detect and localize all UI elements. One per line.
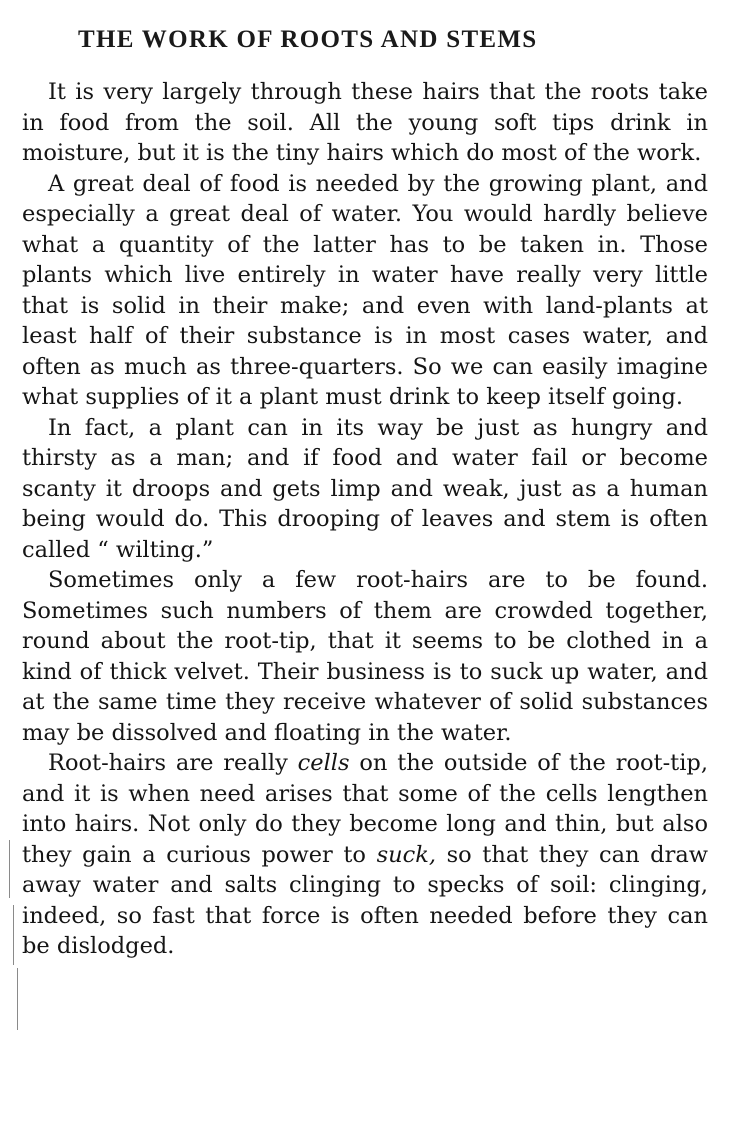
emphasis-cells: cells [297,750,350,776]
margin-mark-2 [13,905,14,965]
paragraph-4: Sometimes only a few root-hairs are to be found. Sometimes such numbers of them are crowded together, round about the root-tip, that it seems to be clothed in a kind of thick velvet. Their business is to suck up water, and at the same time they receive whatever of solid substances may be dissolved and floating in the water. [22,567,708,746]
paragraph-5-text-a: Root-hairs are really [48,750,298,776]
paragraph-5-text-b: on the outside of the root-tip, and it is when need arises that some of the cells lengthen into hairs. Not only do they become long and thin, but also they gain a curious power to [22,750,708,868]
paragraph-1: It is very largely through these hairs that the roots take in food from the soil. All the young soft tips drink in moisture, but it is the tiny hairs which do most of the work. [22,79,708,166]
emphasis-suck: suck, [376,841,437,868]
running-head: THE WORK OF ROOTS AND STEMS [78,26,538,53]
margin-mark-1 [9,840,10,898]
paragraph-5-text-c: so that they can draw away water and salts clinging to specks of soil: clinging, indeed, so fast that force is often needed before they can be dislodged. [22,841,708,959]
paragraph-5 [22,748,708,962]
paragraph-3: In fact, a plant can in its way be just as hungry and thirsty as a man; and if food and water fail or become scanty it droops and gets limp and weak, just as a human being would do. This drooping of leaves and stem is often called “ wilting.” [22,414,708,563]
margin-mark-3 [17,968,18,1030]
paragraph-2: A great deal of food is needed by the growing plant, and especially a great deal of water. You would hardly believe what a quantity of the latter has to be taken in. Those plants which live entirely in water have really very little that is solid in their make; and even with land-plants at least half of their substance is in most cases water, and often as much as three-quarters. So we can easily imagine what supplies of it a plant must drink to keep itself going. [22,170,708,410]
body-text [22,77,708,962]
